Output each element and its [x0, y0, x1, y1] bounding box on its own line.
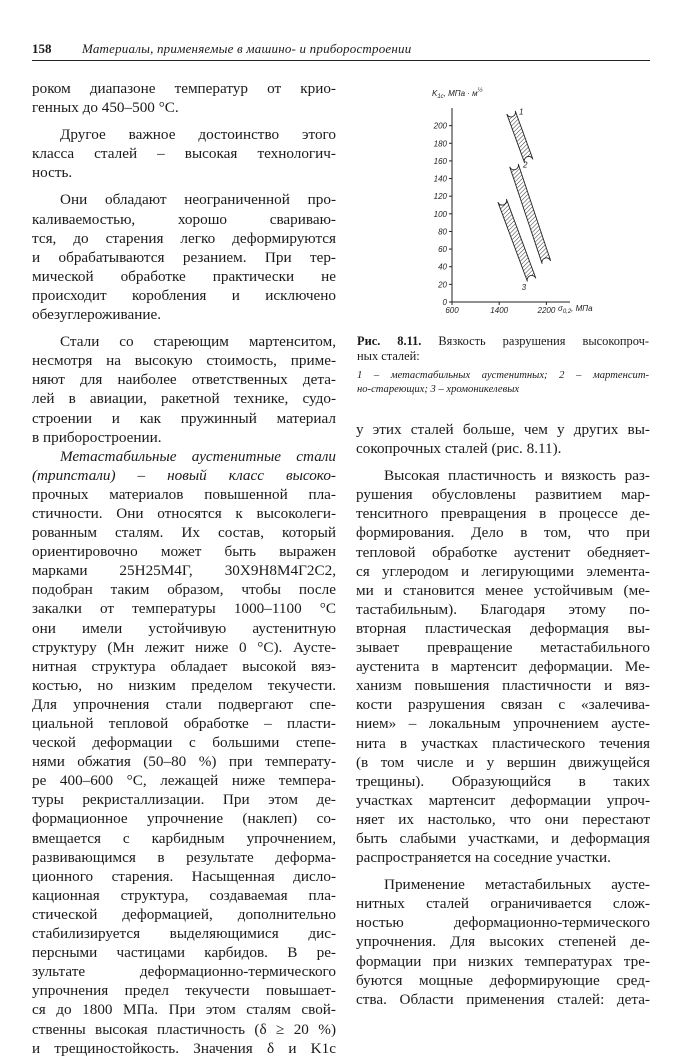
- figure-8-11-chart: [400, 80, 600, 320]
- text-line: буются мощные деформирующие сред-: [356, 971, 650, 989]
- text-line: Высокая пластичность и вязкость раз-: [384, 467, 650, 485]
- text-line: каливаемостью, хорошо свариваю-: [32, 210, 336, 228]
- y-tick-label: 120: [433, 192, 447, 202]
- text-line: стабилизируется выделяющимися дис-: [32, 925, 336, 943]
- figure-legend: [357, 369, 649, 396]
- text-line: генных до 450–500 °С.: [32, 99, 179, 117]
- text-line: зультате деформационно-термического: [32, 963, 336, 981]
- text-line: нитная структура обладает высокой вяз-: [32, 657, 336, 675]
- text-line: структуру (Mн лежит ниже 0 °С). Аусте-: [32, 638, 336, 656]
- text-line: упрочнения. Для высоких степеней де-: [356, 933, 650, 951]
- text-line: кационная структура, создаваемая пла-: [32, 886, 336, 904]
- text-line: лей в авиации, ракетной технике, судо-: [32, 390, 336, 408]
- text-line: персными частицами карбидов. В ре-: [32, 944, 336, 962]
- text-line: ре 400–600 °С, лежащей ниже темпера-: [32, 772, 336, 790]
- text-line: Для упрочнения стали подвергают спе-: [32, 695, 336, 713]
- text-line: ориентировочно может быть выражен: [32, 543, 336, 561]
- text-line: ми и становится менее устойчивым (ме-: [356, 581, 650, 599]
- text-line: у этих сталей больше, чем у других вы-: [356, 421, 650, 438]
- caption-text-1: Вязкость разрушения высокопроч-: [438, 334, 649, 348]
- text-line: ностью деформационно-термического: [356, 914, 650, 932]
- text-line: нитных сталей ограничивается слож-: [356, 895, 650, 913]
- text-line: класса сталей – высокая технологич-: [32, 145, 336, 163]
- figure-caption: [357, 334, 649, 364]
- text-line: несмотря на высокую стоимость, приме-: [32, 352, 336, 370]
- right-text-column: [356, 420, 650, 1009]
- text-line: роком диапазоне температур от крио-: [32, 80, 336, 97]
- text-line: зывает превращение метастабильного: [356, 639, 650, 657]
- text-line: прочных материалов повышенной пла-: [32, 485, 336, 503]
- text-line: в приборостроении.: [32, 428, 162, 446]
- text-line: няют для наиболее ответственных дета-: [32, 371, 336, 389]
- text-line: Другое важное достоинство этого: [60, 126, 336, 144]
- y-axis-label: $K_{1c}$, МПа · $м^{\frac{1}{2}}$: [432, 88, 483, 100]
- text-line: быть слабыми участками, и деформация: [356, 829, 650, 847]
- text-line: подобран таким образом, чтобы после: [32, 581, 336, 599]
- x-axis-label: $\sigma_{0,2}$, МПа: [558, 304, 593, 315]
- text-line: ханизм повышения пластичности и вяз-: [356, 677, 650, 695]
- text-line: тся, до старения легко деформируются: [32, 229, 336, 247]
- legend-line-1: 1 – метастабильных аустенитных; 2 – мартенсит-: [357, 370, 649, 381]
- text-line: циальной тепловой обработке – пласти-: [32, 715, 336, 732]
- text-line: рушения обусловлены развитием мар-: [356, 486, 650, 504]
- text-line: стичности. Они относятся к высоколеги-: [32, 504, 336, 522]
- paragraph-gap: [32, 182, 336, 190]
- running-title: Материалы, применяемые в машино- и приборостроении: [82, 41, 412, 56]
- text-line: происходит коробления и исключено: [32, 286, 336, 304]
- text-line: формирования. Дело в том, что при: [356, 524, 650, 542]
- paragraph-gap: [32, 324, 336, 332]
- text-line: ся углеродом и легирующими элемента-: [356, 562, 650, 580]
- text-line: костью, но низким пределом текучести.: [32, 676, 336, 694]
- text-line: они имели устойчивую аустенитную: [32, 619, 336, 637]
- x-ticks-group: [445, 302, 556, 315]
- data-band-1: [507, 111, 533, 163]
- paragraph-gap: [356, 867, 650, 875]
- text-line: (трипстали) – новый класс высоко-: [32, 466, 336, 484]
- text-line: ства. Области применения сталей: дета-: [356, 990, 650, 1008]
- y-tick-label: 80: [438, 227, 447, 237]
- paragraph-gap: [356, 458, 650, 466]
- y-tick-label: 60: [438, 245, 447, 255]
- curve-label-1: 1: [519, 107, 524, 117]
- y-tick-label: 20: [438, 280, 447, 290]
- text-line: ся до 1800 МПа. При этом сталям свой-: [32, 1001, 336, 1019]
- text-line: ственны высокая пластичность (δ ≥ 20 %): [32, 1020, 336, 1038]
- legend-line-2: но-стареющих; 3 – хромоникелевых: [357, 383, 520, 395]
- text-line: формации при низких температурах тре-: [356, 952, 650, 970]
- text-line: трещины). Образующийся в таких: [356, 772, 650, 790]
- x-tick-label: 1400: [490, 306, 509, 315]
- text-line: развивающимся в результате деформа-: [32, 848, 336, 866]
- curve-label-2: 2: [522, 160, 528, 170]
- text-line: рованным сталям. Их состав, который: [32, 524, 336, 542]
- text-line: нием» – локальным упрочнением аусте-: [356, 715, 650, 733]
- text-line: формационное упрочнение (наклеп) со-: [32, 810, 336, 828]
- text-line: тастабильным). Благодаря этому по-: [356, 600, 650, 618]
- text-line: упрочнения предел текучести повышает-: [32, 982, 336, 1000]
- caption-text-2: ных сталей:: [357, 349, 420, 363]
- text-line: вмещается с карбидным упрочнением,: [32, 829, 336, 847]
- y-tick-label: 140: [433, 174, 447, 184]
- y-tick-label: 0: [442, 298, 447, 307]
- running-header: [32, 38, 650, 61]
- left-text-column: [32, 79, 336, 1058]
- text-line: и обрабатываются резанием. При тер-: [32, 248, 336, 266]
- y-tick-label: 100: [433, 209, 447, 219]
- text-line: строении и как пружинный материал: [32, 409, 336, 427]
- text-line: сокопрочных сталей (рис. 8.11).: [356, 440, 562, 458]
- text-line: Применение метастабильных аусте-: [384, 876, 650, 894]
- text-line: и трещиностойкость. Значения δ и K1c: [32, 1039, 336, 1057]
- text-line: обезуглероживание.: [32, 306, 162, 324]
- text-line: ционного старения. Насыщенная дисло-: [32, 867, 336, 885]
- text-line: нями обжатия (50–80 %) при температу-: [32, 753, 336, 771]
- text-line: распространяется на соседние участки.: [356, 849, 611, 867]
- y-tick-label: 40: [438, 262, 447, 272]
- data-bands-group: [498, 107, 551, 292]
- text-line: туры рекристаллизации. При этом де-: [32, 791, 336, 809]
- x-tick-label: 2200: [537, 306, 556, 315]
- text-line: вторная пластическая деформация вы-: [356, 619, 650, 637]
- y-ticks-group: [433, 122, 452, 307]
- text-line: закалки от температуры 1000–1100 °С: [32, 600, 336, 618]
- text-line: Они обладают неограниченной про-: [60, 191, 336, 209]
- y-tick-label: 200: [433, 121, 447, 131]
- text-line: тепловой обработке аустенит обедняет-: [356, 543, 650, 561]
- text-line: стической деформацией, дополнительно: [32, 905, 336, 923]
- text-line: Стали со стареющим мартенситом,: [60, 333, 336, 351]
- text-line: ность.: [32, 164, 73, 182]
- text-line: Метастабильные аустенитные стали: [60, 447, 336, 465]
- text-line: няет их настолько, что они перестают: [356, 810, 650, 828]
- paragraph-gap: [32, 117, 336, 125]
- text-line: тенситного превращения в процессе де-: [356, 505, 650, 523]
- text-line: мической обработке практически не: [32, 267, 336, 285]
- x-tick-label: 600: [445, 306, 459, 315]
- text-line: кости разрушения связан с «залечива-: [356, 696, 650, 714]
- text-line: аустенита в мартенсит деформации. Ме-: [356, 658, 650, 676]
- page-number: 158: [32, 41, 52, 56]
- y-tick-label: 180: [433, 139, 447, 149]
- text-line: участках мартенсит деформации упроч-: [356, 791, 650, 809]
- text-line: ческой деформации с большими степе-: [32, 734, 336, 752]
- figure-number: Рис. 8.11.: [357, 334, 422, 348]
- curve-label-3: 3: [521, 282, 527, 292]
- text-line: нита в участках пластического течения: [356, 734, 650, 752]
- y-tick-label: 160: [433, 156, 447, 166]
- text-line: марками 25Н25М4Г, 30Х9Н8М4Г2С2,: [32, 562, 336, 580]
- text-line: (в том числе и у вершин движущейся: [356, 753, 650, 771]
